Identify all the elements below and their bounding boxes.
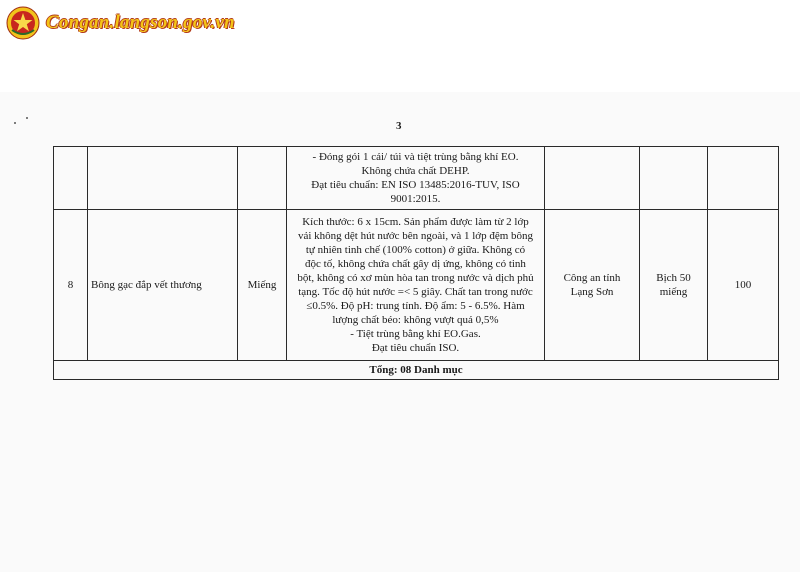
items-table: [53, 146, 779, 380]
cell-unit: [238, 147, 287, 210]
cell-name: [88, 147, 238, 210]
total-row: [54, 361, 779, 380]
site-header: [6, 6, 235, 40]
cell-qty: 100: [708, 210, 779, 361]
pack-text: Bịch 50 miếng: [656, 272, 691, 298]
page-number: 3: [396, 120, 402, 132]
cell-pack: [640, 147, 708, 210]
cell-org: [545, 147, 640, 210]
police-emblem-icon: [6, 6, 40, 40]
cell-stt: [54, 147, 88, 210]
scan-speck: [26, 117, 28, 119]
cell-pack: [640, 210, 708, 361]
table-row: [54, 210, 779, 361]
site-name[interactable]: Congan.langson.gov.vn: [46, 12, 235, 33]
spec-text: Kích thước: 6 x 15cm. Sản phẩm được làm từ 2 lớp vải không dệt hút nước bên ngoài, và 1 lớp đệm bông tự nhiên tinh chế (100% cotton) ở giữa. Không có độc tố, không chứa chất gây dị ứng, không có tinh bột, không có xơ mùn hòa tan trong nước và dịch phủ tạng. Tốc độ hút nước =< 5 giây. Chất tan trong nước ≤0.5%. Độ pH: trung tính. Độ ẩm: 5 - 6.5%. Hàm lượng chất béo: không vượt quá 0,5% - Tiệt trùng bằng khí EO.Gas. Đạt tiêu chuẩn ISO.: [297, 216, 534, 354]
cell-qty: [708, 147, 779, 210]
org-text: Công an tỉnh Lạng Sơn: [563, 272, 621, 298]
table-row: [54, 147, 779, 210]
cell-unit: Miếng: [238, 210, 287, 361]
spec-text: - Đóng gói 1 cái/ túi và tiệt trùng bằng khí EO. Không chứa chất DEHP. Đạt tiêu chuẩn: EN ISO 13485:2016-TUV, ISO 9001:2015.: [311, 151, 520, 205]
total-label: Tổng: 08 Danh mục: [54, 361, 779, 380]
cell-stt: 8: [54, 210, 88, 361]
cell-name: Bông gạc đắp vết thương: [88, 210, 238, 361]
cell-spec: [287, 147, 545, 210]
cell-spec: [287, 210, 545, 361]
cell-org: [545, 210, 640, 361]
scan-speck: [14, 122, 16, 124]
